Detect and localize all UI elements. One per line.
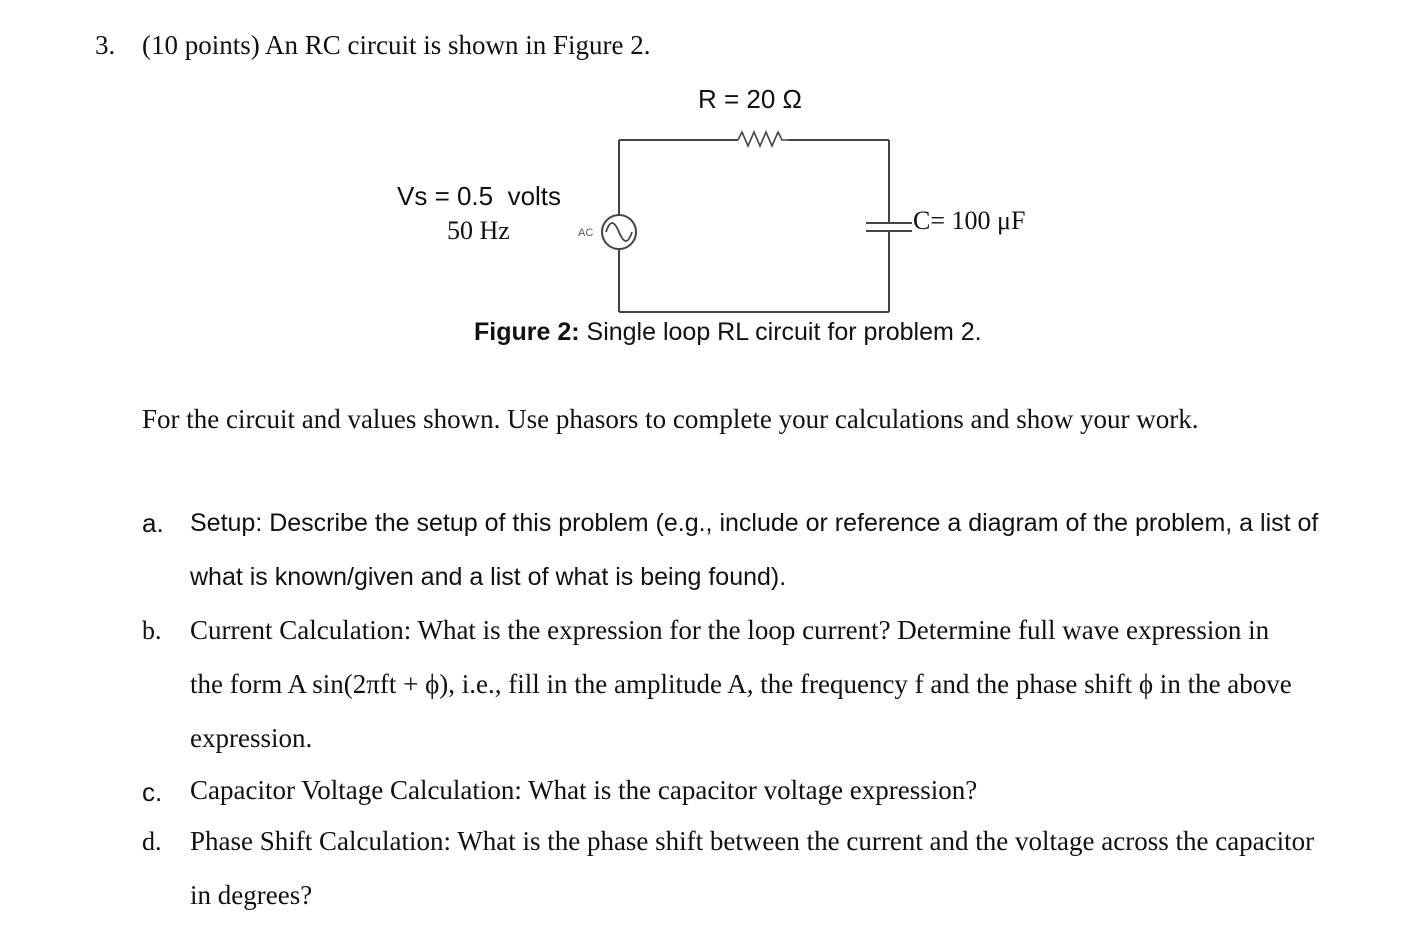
source-frequency-label: 50 Hz (447, 216, 510, 245)
question-title: (10 points) An RC circuit is shown in Figure 2. (142, 30, 651, 60)
item-c-text: Capacitor Voltage Calculation: What is the capacitor voltage expression? (190, 775, 978, 805)
source-voltage-label: Vs = 0.5 volts (397, 181, 562, 211)
circuit-diagram (0, 0, 1408, 360)
intro-paragraph: For the circuit and values shown. Use phasors to complete your calculations and show your work. (142, 404, 1199, 434)
figure-caption-label: Figure 2: (474, 318, 580, 346)
item-a-text: Setup: Describe the setup of this problem (e.g., include or reference a diagram of the problem, a list of what is known/given and a list of what is being found). (190, 509, 1319, 591)
resistor-label: R = 20 Ω (698, 84, 802, 114)
item-a-letter: a. (142, 508, 164, 538)
capacitor-symbol (866, 223, 912, 231)
ac-source-type-label: AC (578, 227, 594, 239)
ac-source-symbol (602, 215, 636, 249)
resistor-symbol (738, 132, 788, 146)
item-d-text: Phase Shift Calculation: What is the phase shift between the current and the voltage across the capacitor in degrees? (190, 826, 1315, 910)
item-c-letter: c. (142, 777, 163, 807)
figure-caption (474, 318, 982, 347)
item-d-letter: d. (142, 827, 162, 856)
item-b-text: Current Calculation: What is the expression for the loop current? Determine full wave expression in the form A sin(2πft + ϕ), i.e., fill in the amplitude A, the frequency f and the phase shift ϕ in the above expression. (190, 615, 1292, 753)
circuit-wires (619, 140, 889, 312)
item-b-letter: b. (142, 616, 162, 645)
capacitor-label: C= 100 μF (913, 206, 1026, 235)
question-number: 3. (95, 30, 116, 60)
figure-caption-text: Single loop RL circuit for problem 2. (579, 318, 982, 346)
